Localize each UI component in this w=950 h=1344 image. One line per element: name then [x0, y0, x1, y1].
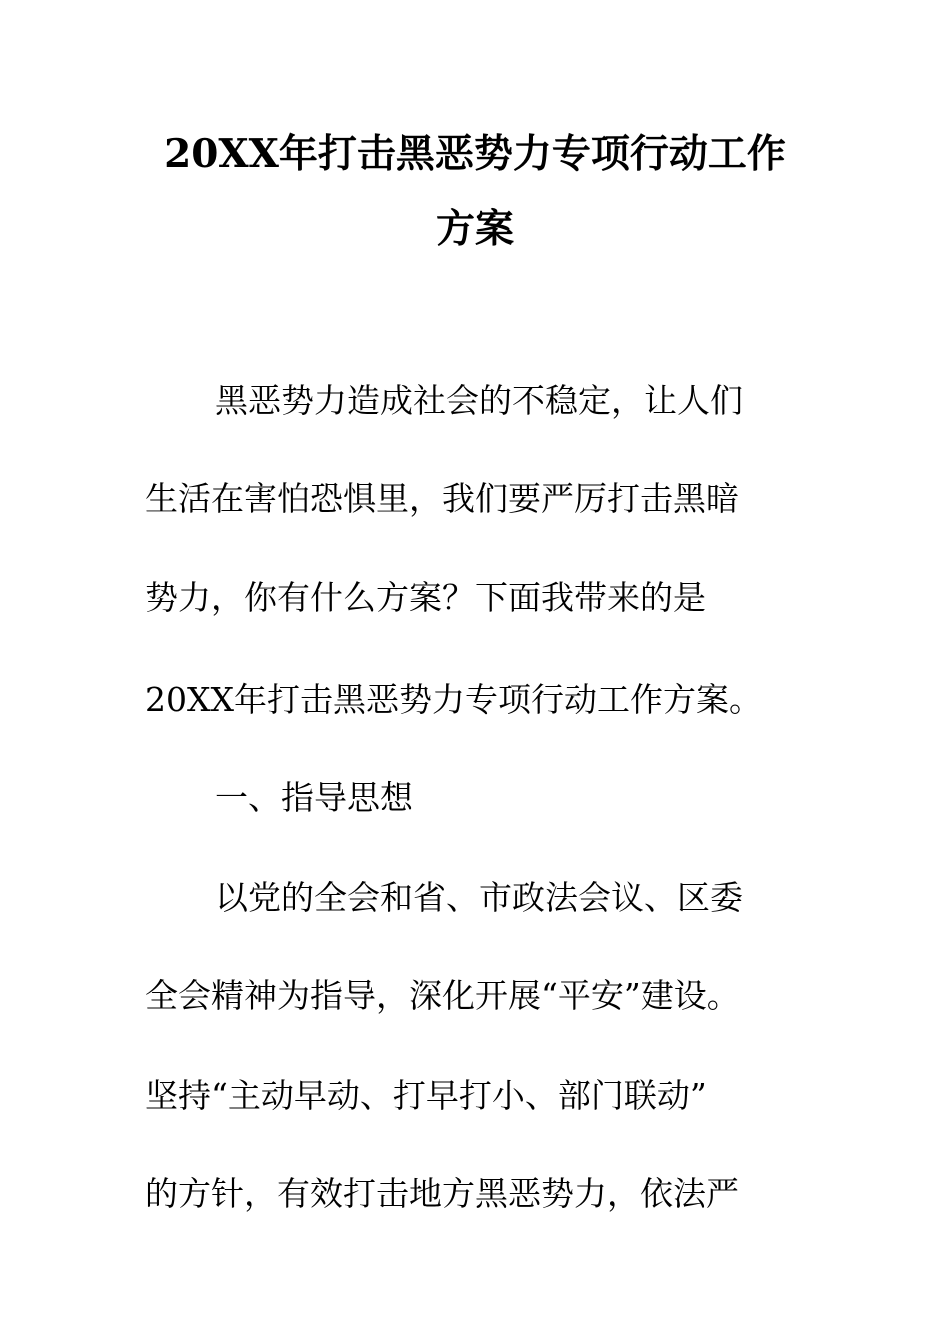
body-line-6: 以党的全会和省、市政法会议、区委 [215, 878, 743, 917]
body-line-3: 势力，你有什么方案？下面我带来的是 [145, 578, 706, 617]
body-line-2: 生活在害怕恐惧里，我们要严厉打击黑暗 [145, 479, 739, 518]
body-line-8: 坚持“主动早动、打早打小、部门联动” [145, 1076, 707, 1115]
document-title-line-1: 20XX年打击黑恶势力专项行动工作 [164, 131, 786, 177]
body-line-4: 20XX年打击黑恶势力专项行动工作方案。 [145, 680, 762, 719]
body-line-1: 黑恶势力造成社会的不稳定，让人们 [215, 381, 743, 420]
section-heading-guiding-ideology: 一、指导思想 [215, 778, 413, 817]
body-line-9: 的方针，有效打击地方黑恶势力，依法严 [145, 1174, 739, 1213]
document-title-line-2: 方案 [435, 206, 514, 252]
body-line-7: 全会精神为指导，深化开展“平安”建设。 [145, 976, 740, 1015]
